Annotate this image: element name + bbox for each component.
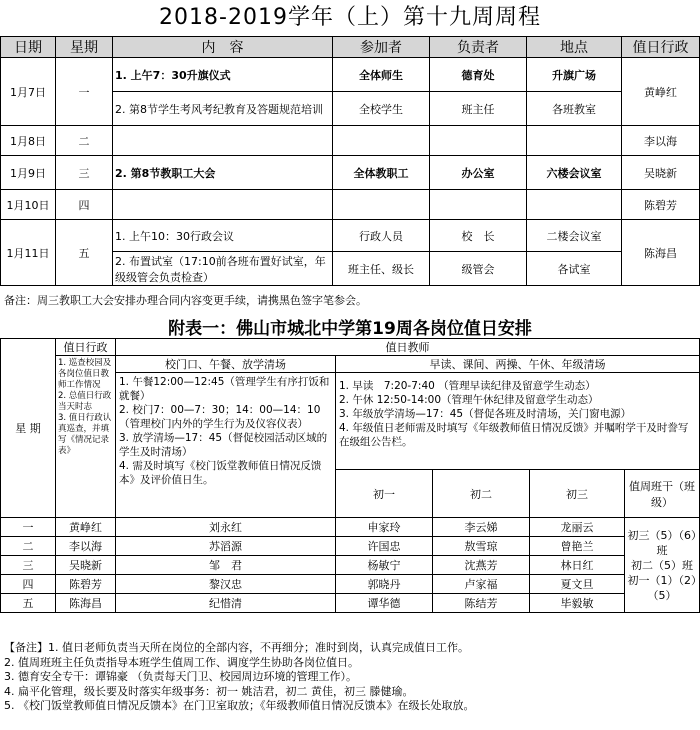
duty-admin: 陈海昌 [56,594,116,613]
duty-grade1: 杨敏宁 [336,556,433,575]
morning-duty-item: 4. 年级值日老师需及时填写《年级教师值日情况反馈》并嘱咐学干及时誊写在级组公告栏。 [339,422,689,448]
duty-grade1: 郭晓丹 [336,575,433,594]
header-week: 星 期 [1,339,56,518]
duty-cell: 陈碧芳 [622,190,700,220]
duty-weekday: 四 [1,575,56,594]
participants-cell: 全体师生 [333,58,430,92]
owner-cell [430,190,527,220]
morning-duty-item: 2. 午休 12:50-14:00（管理午休纪律及留意学生动态） [339,394,599,406]
duty-weekday: 一 [1,518,56,537]
owner-cell [430,126,527,156]
participants-cell: 全体教职工 [333,156,430,190]
content-cell [113,126,333,156]
duty-grade3: 夏文旦 [530,575,625,594]
date-cell: 1月7日 [1,58,56,126]
schedule-note: 备注：周三教职工大会安排办理合同内容变更手续，请携黑色签字笔参会。 [4,294,367,307]
duty-grade2: 李云娣 [433,518,530,537]
remark-item: 【备注】1. 值日老师负责当天所在岗位的全部内容，不再细分；准时到岗，认真完成值日工作。 [4,641,469,654]
participants-cell [333,126,430,156]
gate-duty-item: 4. 需及时填写《校门饭堂教师值日情况反馈本》及评价值日生。 [119,460,322,486]
duty-grade1: 谭华德 [336,594,433,613]
duty-admin: 黄峥红 [56,518,116,537]
duty-grade2: 卢家福 [433,575,530,594]
owner-cell: 校 长 [430,220,527,252]
place-cell: 各试室 [527,252,622,286]
duty-admin: 李以海 [56,537,116,556]
date-cell: 1月9日 [1,156,56,190]
duty-grade2: 敖雪琼 [433,537,530,556]
place-cell: 二楼会议室 [527,220,622,252]
place-cell [527,126,622,156]
duty-admin: 吴晓新 [56,556,116,575]
duty-table-title: 附表一：佛山市城北中学第19周各岗位值日安排 [168,319,532,339]
header-place: 地点 [527,37,622,58]
morning-duty-item: 3. 年级放学清场—17：45（督促各班及时清场，关门窗电源） [339,408,632,420]
remark-item: 3. 德育安全专干：谭锦豪 （负责每天门卫、校园周边环境的管理工作）。 [4,670,357,684]
gate-duty-item: 2. 校门7：00—7：30；14：00—14：10（管理校门内外的学生行为及仪容仪表） [119,404,321,430]
content-cell: 2. 第8节教职工大会 [113,156,333,190]
header-owner: 负责者 [430,37,527,58]
content-cell: 2. 第8节学生考风考纪教育及答题规范培训 [113,92,333,126]
duty-cell: 陈海昌 [622,220,700,286]
duty-gate: 刘永红 [116,518,336,537]
duty-grade2: 陈结芳 [433,594,530,613]
grade-header-3: 初三 [530,470,625,518]
weekday-cell: 五 [56,220,113,286]
remark-item: 5. 《校门饭堂教师值日情况反馈本》在门卫室取放；《年级教师值日情况反馈本》在级长处取放。 [4,699,475,713]
remark-item: 4. 扁平化管理，级长要及时落实年级事务：初一 姚洁君，初二 黄佳，初三 滕健瑜。 [4,684,414,698]
grade-header-2: 初二 [433,470,530,518]
morning-duties [336,373,700,470]
owner-cell: 班主任 [430,92,527,126]
duty-grade3: 林日红 [530,556,625,575]
admin-duties: 1. 巡查校园及各岗位值日教师工作情况 2. 总值日行政当天时志 3. 值日行政认真巡查，并填写《情况记录表》 [56,356,116,518]
header-teacher: 值日教师 [116,339,700,356]
owner-cell: 德育处 [430,58,527,92]
participants-cell: 全校学生 [333,92,430,126]
place-cell [527,190,622,220]
duty-grade3: 曾艳兰 [530,537,625,556]
duty-grade3: 龙丽云 [530,518,625,537]
duty-cell: 黄峥红 [622,58,700,126]
weekday-cell: 四 [56,190,113,220]
duty-grade3: 毕毅敏 [530,594,625,613]
duty-cell: 李以海 [622,126,700,156]
gate-duties [116,373,336,518]
header-admin: 值日行政 [56,339,116,356]
content-cell: 2. 布置试室（17:10前各班布置好试室，年级级管会负责检查） [113,252,333,286]
participants-cell: 班主任、级长 [333,252,430,286]
header-duty: 值日行政 [622,37,700,58]
place-cell: 六楼会议室 [527,156,622,190]
gate-duty-item: 1. 午餐12:00—12:45（管理学生有序打饭和就餐） [119,376,330,402]
duty-gate: 黎汉忠 [116,575,336,594]
duty-weekday: 五 [1,594,56,613]
header-content: 内 容 [113,37,333,58]
duty-weekday: 三 [1,556,56,575]
duty-grade2: 沈燕芳 [433,556,530,575]
participants-cell [333,190,430,220]
place-cell: 升旗广场 [527,58,622,92]
header-participants: 参加者 [333,37,430,58]
duty-gate: 苏滔源 [116,537,336,556]
page-title: 2018-2019学年（上）第十九周周程 [159,5,541,30]
owner-cell: 级管会 [430,252,527,286]
date-cell: 1月10日 [1,190,56,220]
content-cell: 1. 上午7：30升旗仪式 [113,58,333,92]
duty-grade1: 许国忠 [336,537,433,556]
weekly-schedule-table [0,36,700,286]
header-date: 日期 [1,37,56,58]
duty-table [0,338,700,613]
duty-weekday: 二 [1,537,56,556]
class-duty-value: 初三（5）（6）班 初二（5）班 初一（1）（2）（5） [625,518,700,613]
duty-gate: 邹 君 [116,556,336,575]
place-cell: 各班教室 [527,92,622,126]
weekday-cell: 二 [56,126,113,156]
header-weekday: 星期 [56,37,113,58]
class-duty-header: 值周班干（班级） [625,470,700,518]
date-cell: 1月11日 [1,220,56,286]
weekday-cell: 三 [56,156,113,190]
content-cell [113,190,333,220]
morning-duty-item: 1. 早读 7:20-7:40 （管理早读纪律及留意学生动态） [339,380,596,392]
header-gate: 校门口、午餐、放学清场 [116,356,336,373]
duty-cell: 吴晓新 [622,156,700,190]
owner-cell: 办公室 [430,156,527,190]
duty-gate: 纪惜清 [116,594,336,613]
weekday-cell: 一 [56,58,113,126]
remark-item: 2. 值周班班主任负责指导本班学生值周工作、调度学生协助各岗位值日。 [4,655,359,669]
gate-duty-item: 3. 放学清场—17：45（督促校园活动区域的学生及时清场） [119,432,328,458]
duty-admin: 陈碧芳 [56,575,116,594]
grade-header-1: 初一 [336,470,433,518]
remarks [4,641,698,714]
date-cell: 1月8日 [1,126,56,156]
header-morning: 早读、课间、两操、午休、年级清场 [336,356,700,373]
participants-cell: 行政人员 [333,220,430,252]
duty-grade1: 申家玲 [336,518,433,537]
content-cell: 1. 上午10：30行政会议 [113,220,333,252]
